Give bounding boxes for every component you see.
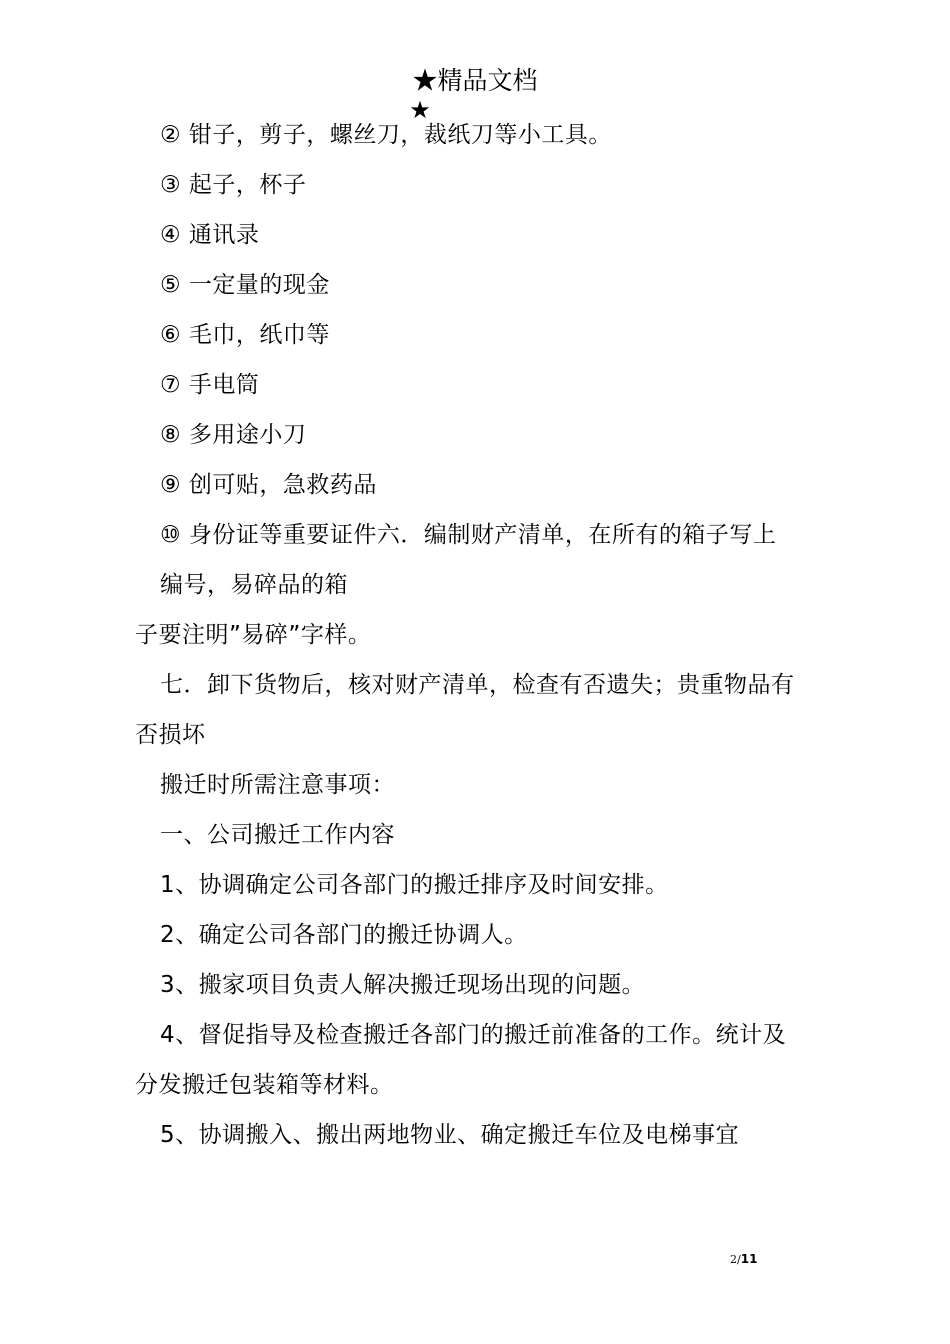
paragraph-line: 编号，易碎品的箱 — [160, 572, 348, 598]
list-item-cash: ⑤ 一定量的现金 — [160, 272, 330, 298]
list-item-first-aid: ⑨ 创可贴，急救药品 — [160, 472, 377, 498]
page-current: 2/ — [730, 1253, 741, 1266]
numbered-item-1: 1、协调确定公司各部门的搬迁排序及时间安排。 — [160, 872, 669, 898]
page-total: 11 — [740, 1252, 758, 1266]
numbered-item-2: 2、确定公司各部门的搬迁协调人。 — [160, 922, 528, 948]
numbered-item-4: 4、督促指导及检查搬迁各部门的搬迁前准备的工作。统计及 — [160, 1022, 787, 1048]
list-item-knife: ⑧ 多用途小刀 — [160, 422, 307, 448]
paragraph-line: 分发搬迁包装箱等材料。 — [135, 1072, 394, 1098]
paragraph-line: 子要注明”易碎”字样。 — [135, 622, 372, 648]
section-heading: 搬迁时所需注意事项： — [160, 772, 395, 798]
paragraph-line: 否损坏 — [135, 722, 206, 748]
list-item-opener: ③ 起子，杯子 — [160, 172, 307, 198]
page-number — [730, 1252, 757, 1267]
list-item-id-documents: ⑩ 身份证等重要证件六．编制财产清单，在所有的箱子写上 — [160, 522, 777, 548]
list-item-flashlight: ⑦ 手电筒 — [160, 372, 260, 398]
header-star: ★ — [409, 96, 431, 124]
list-item-contacts: ④ 通讯录 — [160, 222, 260, 248]
subsection-heading: 一、公司搬迁工作内容 — [160, 822, 395, 848]
numbered-item-5: 5、协调搬入、搬出两地物业、确定搬迁车位及电梯事宜 — [160, 1122, 740, 1148]
header-title: ★精品文档 — [412, 66, 538, 95]
numbered-item-3: 3、搬家项目负责人解决搬迁现场出现的问题。 — [160, 972, 646, 998]
list-item-towels: ⑥ 毛巾，纸巾等 — [160, 322, 330, 348]
list-item-tools: ② 钳子，剪子，螺丝刀，裁纸刀等小工具。 — [160, 122, 612, 148]
section-seven: 七．卸下货物后，核对财产清单，检查有否遗失；贵重物品有 — [160, 672, 795, 698]
